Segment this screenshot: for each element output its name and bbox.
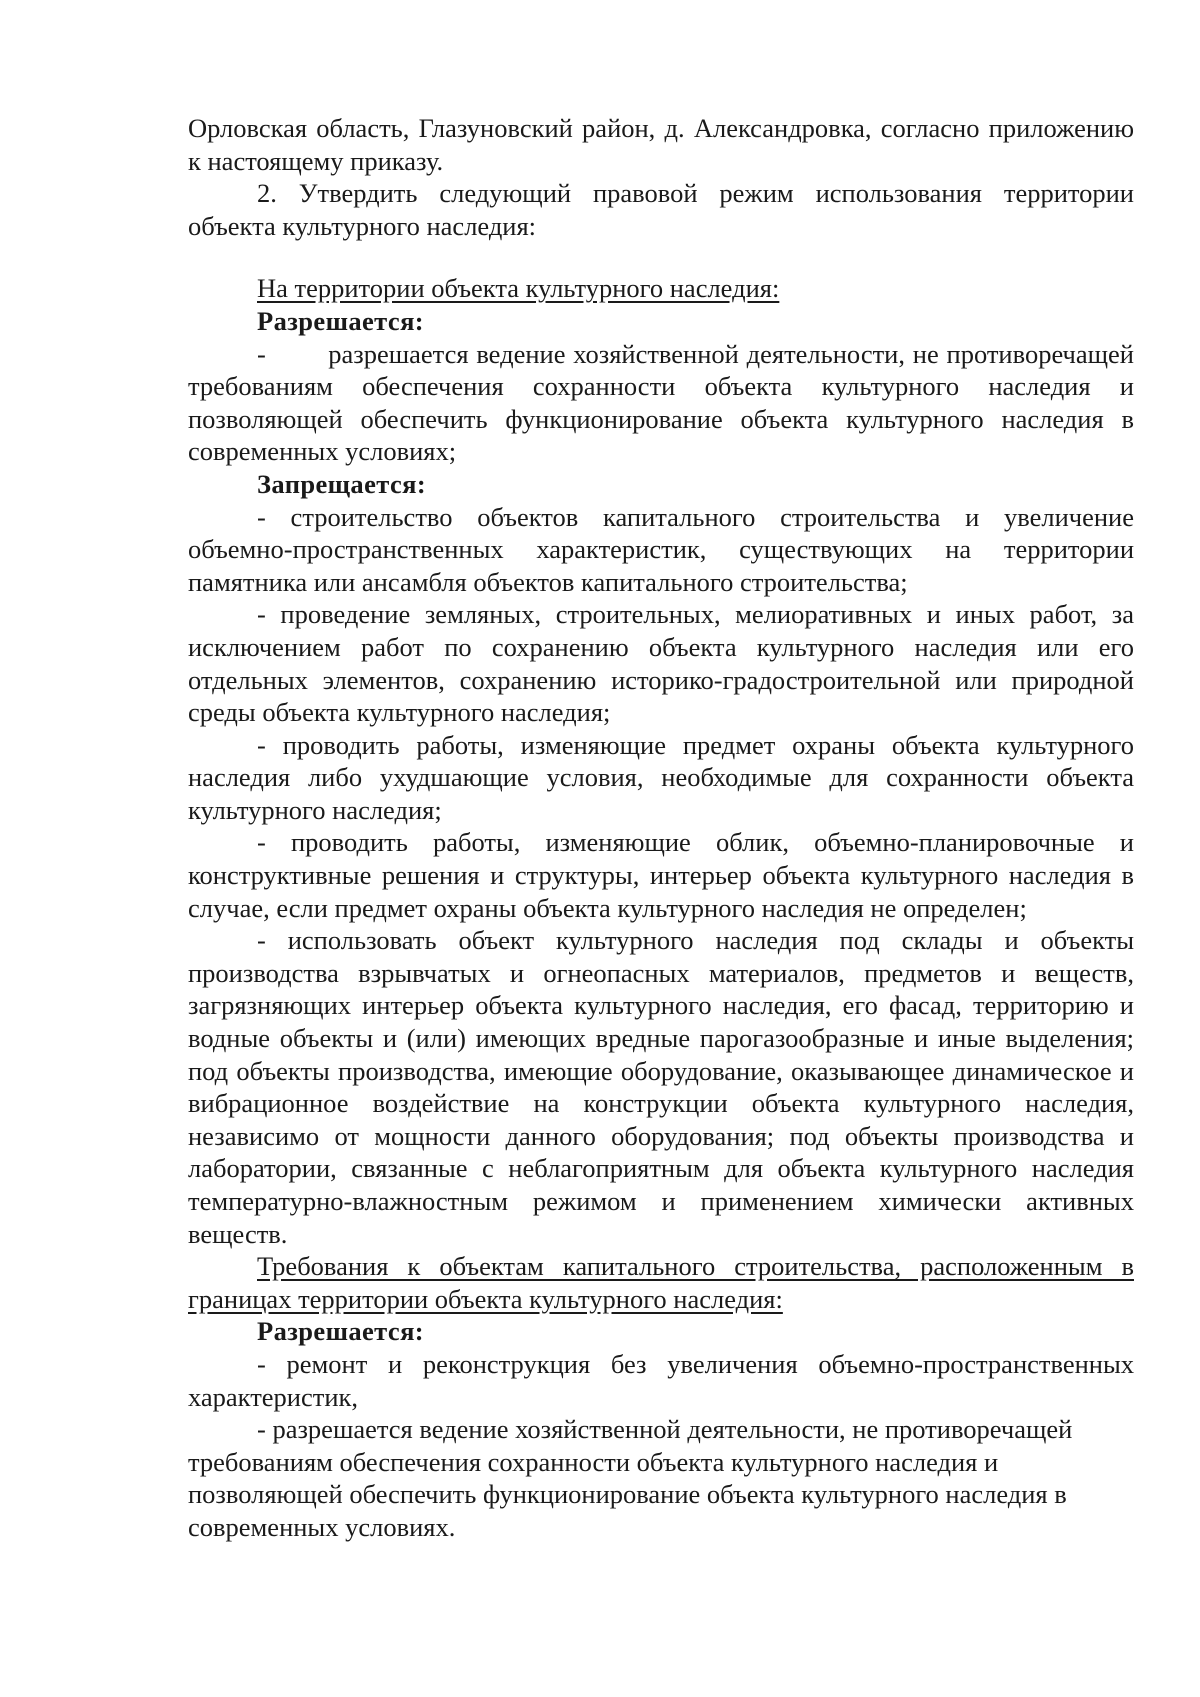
section-2-allowed-item: - ремонт и реконструкция без увеличения объемно-пространственных характеристик, — [188, 1348, 1134, 1412]
section-1-heading-text: На территории объекта культурного наследия: — [257, 273, 780, 304]
section-2-heading — [188, 1250, 1134, 1315]
section-2-heading-text: Требования к объектам капитального строительства, расположенным в границах территории объекта культурного наследия: — [188, 1251, 1134, 1314]
section-1-allowed-item: - разрешается ведение хозяйственной деятельности, не противоречащей требованиям обеспечения сохранности объекта культурного наследия и позволяющей обеспечить функционирование объекта культурного наследия в современных условиях; — [188, 338, 1141, 467]
section-1-forbidden-item: - проводить работы, изменяющие облик, объемно-планировочные и конструктивные решения и структуры, интерьер объекта культурного наследия в случае, если предмет охраны объекта культурного наследия не определен; — [188, 827, 1134, 923]
item-2-paragraph: 2. Утвердить следующий правовой режим использования территории объекта культурного наследия: — [188, 178, 1134, 241]
spacer — [188, 242, 1134, 272]
section-1-forbidden-label: Запрещается: — [257, 468, 427, 499]
intro-paragraph: Орловская область, Глазуновский район, д. Александровка, согласно приложению к настоящему приказу. — [188, 113, 1134, 176]
document-body — [188, 112, 1141, 1544]
section-1-forbidden-item: - проводить работы, изменяющие предмет охраны объекта культурного наследия либо ухудшающие условия, необходимые для сохранности объекта культурного наследия; — [188, 729, 1134, 825]
section-1-heading — [188, 272, 1134, 305]
section-1-forbidden-item: - строительство объектов капитального строительства и увеличение объемно-пространственных характеристик, существующих на территории памятника или ансамбля объектов капитального строительства; — [188, 501, 1134, 597]
section-1-forbidden-item: - использовать объект культурного наследия под склады и объекты производства взрывчатых и огнеопасных материалов, предметов и веществ, загрязняющих интерьер объекта культурного наследия, его фасад, территорию и водные объекты и (или) имеющих вредные парогазообразные и иные выделения; под объекты производства, имеющие оборудование, оказывающее динамическое и вибрационное воздействие на конструкции объекта культурного наследия, независимо от мощности данного оборудования; под объекты производства и лаборатории, связанные с неблагоприятным для объекта культурного наследия температурно-влажностным режимом и применением химически активных веществ. — [188, 925, 1134, 1249]
section-1-forbidden-item: - проведение земляных, строительных, мелиоративных и иных работ, за исключением работ по сохранению объекта культурного наследия или его отдельных элементов, сохранению историко-градостроительной или природной среды объекта культурного наследия; — [188, 599, 1134, 728]
section-1-allowed-label: Разрешается: — [257, 305, 425, 336]
section-2-allowed-item: - разрешается ведение хозяйственной деятельности, не противоречащей требованиям обеспечения сохранности объекта культурного наследия и позволяющей обеспечить функционирование объекта культурного наследия в современных условиях. — [188, 1414, 1073, 1542]
section-2-allowed-label: Разрешается: — [257, 1316, 425, 1347]
